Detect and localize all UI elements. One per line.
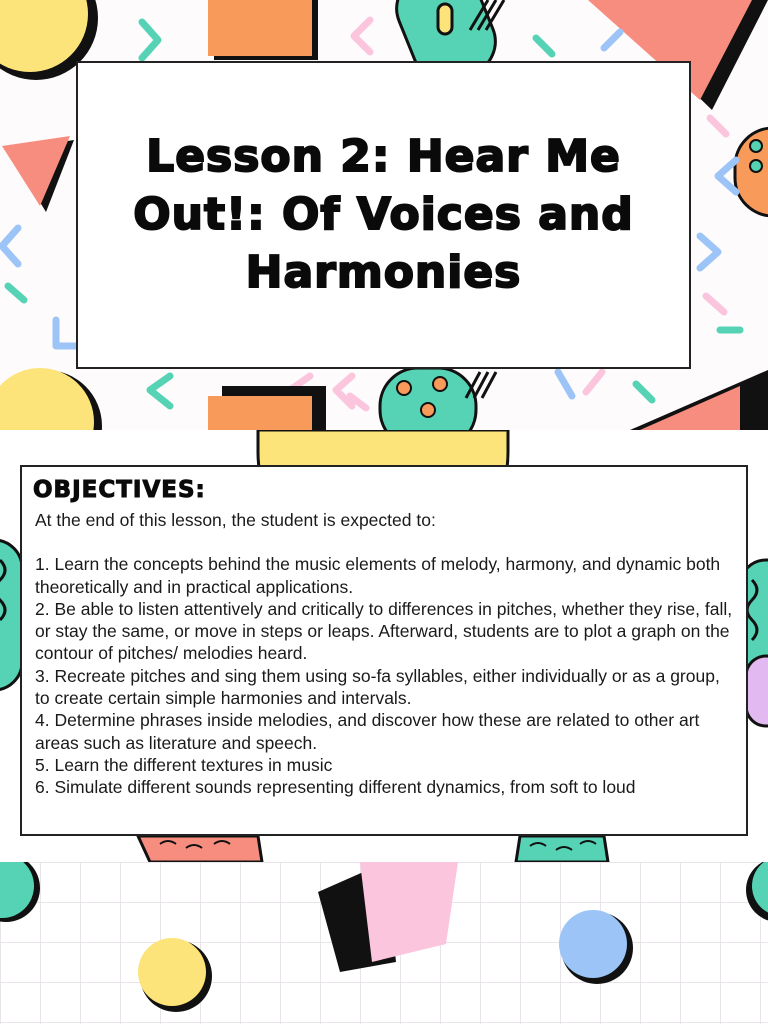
pill-dot [438,4,452,34]
objective-item: 5. Learn the different textures in music [35,754,333,775]
title-card [76,61,691,369]
coral-shape-mid [138,836,262,862]
objectives-heading: OBJECTIVES: [33,477,206,503]
lesson-title: Lesson 2: Hear Me Out!: Of Voices and Harmonies [133,131,634,298]
objectives-slide [0,430,768,862]
title-slide [0,0,768,430]
objective-item: 1. Learn the concepts behind the music elements of melody, harmony, and dynamic both theoretically and in practical applications. [35,554,721,597]
objectives-card [20,465,748,836]
orange-rect [208,0,312,56]
objectives-intro: At the end of this lesson, the student is expected to: [35,510,436,530]
memphis-pattern-bottom [0,862,768,1024]
objective-item: 6. Simulate different sounds representing different dynamics, from soft to loud [35,777,636,798]
yellow-circle-bottom [138,938,206,1006]
orange-rect-2 [208,396,312,430]
objective-item: 3. Recreate pitches and sing them using so-fa syllables, either individually or as a group, to create certain simple harmonies and intervals. [35,665,720,709]
blue-circle [559,910,627,978]
yellow-circle-2 [0,368,94,430]
objective-item: 2. Be able to listen attentively and critically to differences in pitches, whether they rise, fall, or stay the same, or move in steps or leaps. Afterward, students are to plot a graph on the contour of pitches/ melodies heard. [35,598,733,664]
lavender-blob [746,656,768,726]
objective-item: 4. Determine phrases inside melodies, and discover how these are related to other art areas such as literature and speech. [35,710,700,753]
pink-diamond [360,862,458,962]
teal-shape-mid [516,836,608,862]
objectives-list [33,553,734,798]
grid-slide [0,862,768,1024]
teal-blob [380,368,476,430]
